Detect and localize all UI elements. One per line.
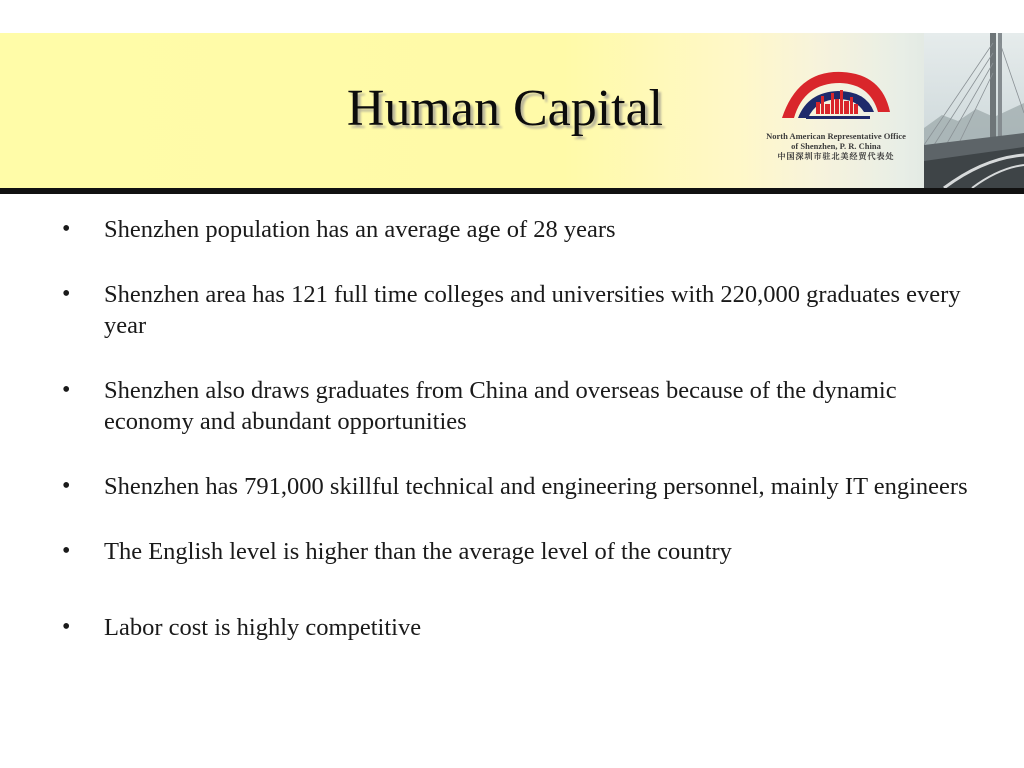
bullet-text: Shenzhen also draws graduates from China and overseas because of the dynamic economy and abundant opportunities [104,377,897,435]
bullet-item [62,214,982,245]
bullet-dot: • [62,473,71,499]
bullet-text: Shenzhen area has 121 full time colleges and universities with 220,000 graduates every year [104,281,961,339]
bullet-item [62,375,982,437]
bullet-item [62,612,982,643]
bullet-dot: • [62,377,71,403]
slide-title: Human Capital [346,80,664,137]
bullet-dot: • [62,281,71,307]
bullet-dot: • [62,538,71,564]
bullet-list [62,214,982,677]
bullet-item [62,536,982,567]
header-rule [0,188,1024,194]
bullet-item [62,279,982,341]
shenzhen-skyline-arc-logo-icon [778,66,892,126]
bullet-text: Shenzhen population has an average age of 28 years [104,216,616,243]
bullet-dot: • [62,614,71,640]
logo-text-line1: North American Representative Office [766,131,906,141]
bullet-text: The English level is higher than the average level of the country [104,538,732,565]
bullet-text: Shenzhen has 791,000 skillful technical and engineering personnel, mainly IT engineers [104,473,968,500]
bullet-text: Labor cost is highly competitive [104,614,422,641]
bullet-item [62,471,982,502]
organization-logo [762,66,910,166]
logo-text-line2: of Shenzhen, P. R. China [791,141,881,151]
logo-text-line3: 中国深圳市驻北美经贸代表处 [777,152,895,161]
bullet-dot: • [62,216,71,242]
